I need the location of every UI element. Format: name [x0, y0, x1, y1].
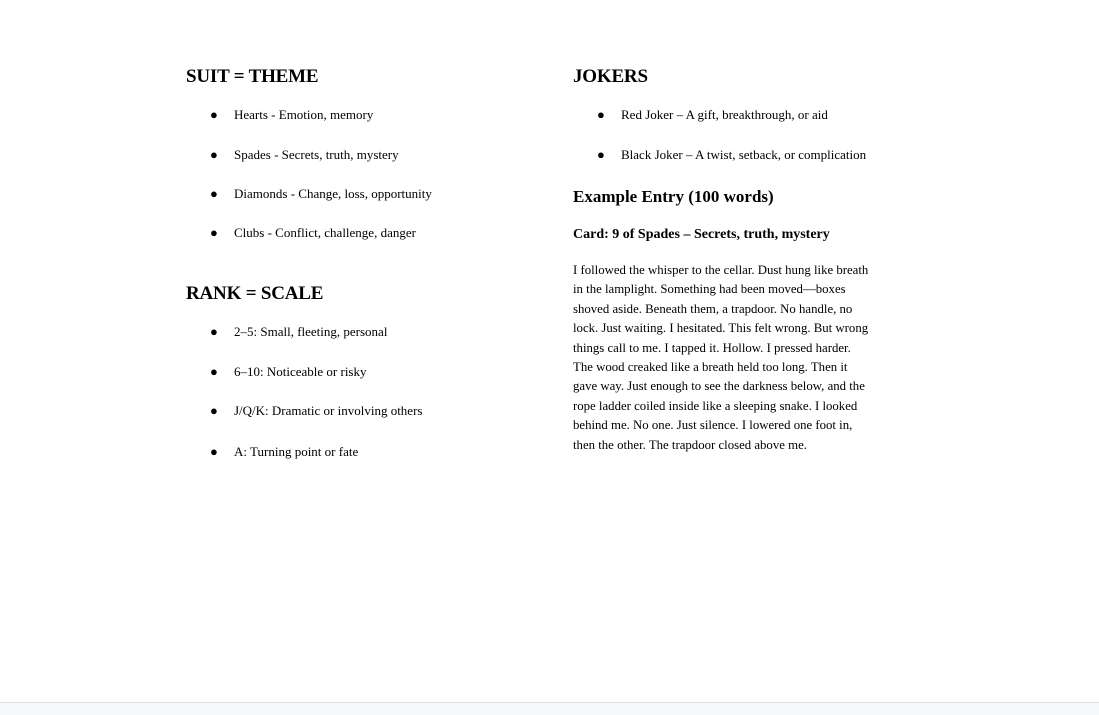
jokers-heading: JOKERS [573, 66, 648, 87]
bullet-icon: ● [210, 324, 218, 339]
document-page: SUIT = THEME ● Hearts - Emotion, memory ● Spades - Secrets, truth, mystery ● Diamonds - Change, loss, opportunity ● Clubs - Conflict, challenge, danger RANK = SCALE ● 2–5: Small, fleeting, personal ● 6–10: Noticeable or risky ● J/Q/K: Dramatic or involving others ● A: Turning point or fate JOKERS ● Red Joker – A gift, breakthrough, or aid ● Black Joker – A twist, setback, or complication Example Entry (100 words) Card: 9 of Spades – Secrets, truth, mystery I followed the whisper to the cellar. Dust hung like breath in the lamplight. Something had been moved—boxes shoved aside. Beneath them, a trapdoor. No handle, no lock. Just waiting. I hesitated. This felt wrong. But wrong things call to me. I tapped it. Hollow. I pressed harder. The wood creaked like a breath held too long. Then it gave way. Just enough to see the darkness below, and the rope ladder coiled inside like a sleeping snake. I looked behind me. No one. Just silence. I lowered one foot in, then the other. The trapdoor closed above me. [0, 0, 1099, 702]
bullet-icon: ● [210, 147, 218, 162]
bullet-icon: ● [597, 107, 605, 122]
entry-text: I followed the whisper to the cellar. Dust hung like breath in the lamplight. Something had been moved—boxes shoved aside. Beneath them, a trapdoor. No handle, no lock. Just waiting. I hesitated. This felt wrong. But wrong things call to me. I tapped it. Hollow. I pressed harder. The wood creaked like a breath held too long. Then it gave way. Just enough to see the darkness below, and the rope ladder coiled inside like a sleeping snake. I looked behind me. No one. Just silence. I lowered one foot in, then the other. The trapdoor closed above me. [573, 263, 869, 452]
bullet-icon: ● [210, 403, 218, 418]
rank-heading: RANK = SCALE [186, 283, 324, 304]
suit-heading: SUIT = THEME [186, 66, 319, 87]
bullet-icon: ● [210, 186, 218, 201]
bullet-icon: ● [597, 147, 605, 162]
bullet-icon: ● [210, 225, 218, 240]
bullet-icon: ● [210, 364, 218, 379]
bottom-bar [0, 702, 1099, 715]
bullet-icon: ● [210, 107, 218, 122]
bullet-icon: ● [210, 444, 218, 459]
example-heading: Example Entry (100 words) [573, 187, 774, 206]
card-line: Card: 9 of Spades – Secrets, truth, mystery [573, 227, 830, 242]
